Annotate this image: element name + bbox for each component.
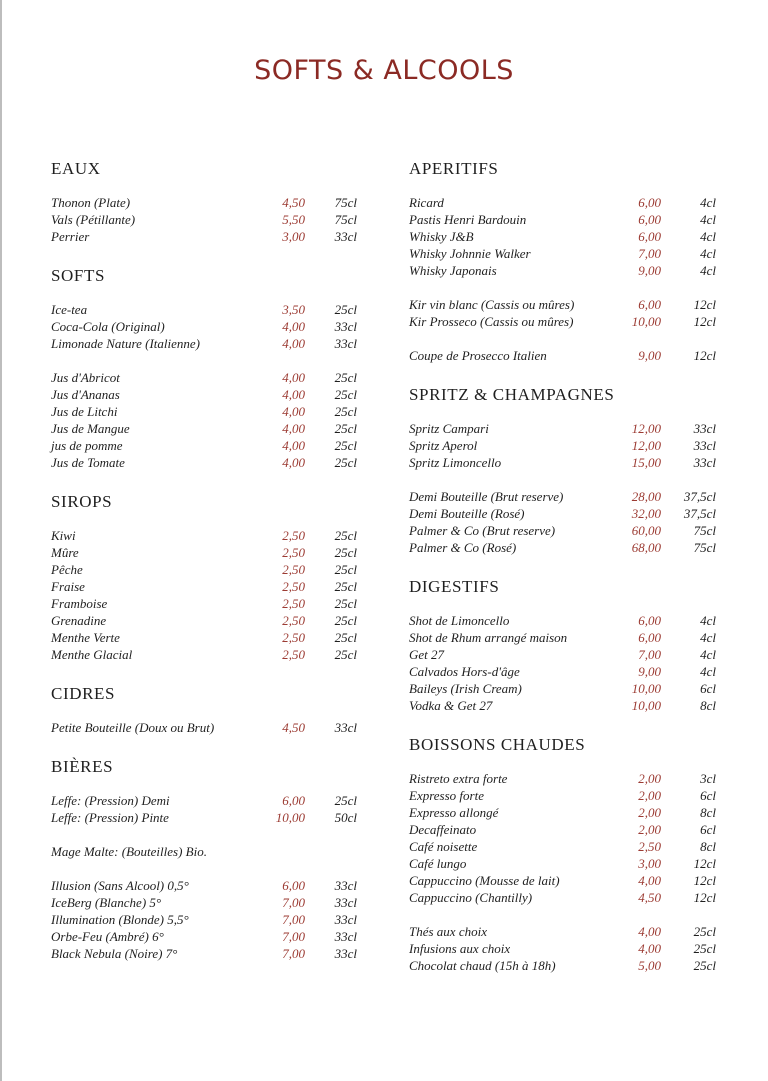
item-volume: 4cl [700,647,716,662]
menu-item [51,719,363,736]
item-price: 4,00 [638,924,661,939]
menu-item [409,437,719,454]
item-name: Illusion (Sans Alcool) 0,5° [51,878,189,893]
item-price: 2,50 [282,630,305,645]
item-volume: 4cl [700,630,716,645]
item-name: Infusions aux choix [409,941,511,956]
menu-item [409,228,719,245]
item-name: Perrier [51,229,90,244]
menu-item [409,940,719,957]
item-volume: 25cl [693,958,716,973]
item-volume: 25cl [334,387,357,402]
menu-item [51,877,363,894]
item-price: 15,00 [631,455,661,470]
menu-section-boissons-chaudes [409,734,719,974]
item-price: 4,00 [282,455,305,470]
item-name: IceBerg (Blanche) 5° [51,895,162,910]
menu-item [51,386,363,403]
item-name: Kir Prosseco (Cassis ou mûres) [409,314,574,329]
item-name: Leffe: (Pression) Demi [51,793,170,808]
item-name: Expresso allongé [409,805,499,820]
item-volume: 25cl [693,924,716,939]
item-name: Shot de Limoncello [409,613,510,628]
item-price: 4,00 [282,336,305,351]
item-volume: 12cl [693,873,716,888]
menu-item [409,420,719,437]
item-volume: 25cl [334,562,357,577]
section-title: BOISSONS CHAUDES [409,735,586,754]
menu-section-cidres [51,683,363,736]
item-price: 28,00 [631,489,661,504]
menu-item [409,838,719,855]
item-price: 4,00 [282,421,305,436]
item-volume: 37,5cl [683,489,716,504]
item-name: Jus d'Abricot [51,370,120,385]
item-volume: 8cl [700,839,716,854]
menu-item [51,420,363,437]
item-volume: 12cl [693,856,716,871]
item-volume: 25cl [334,528,357,543]
item-name: Orbe-Feu (Ambré) 6° [51,929,164,944]
section-title: SIROPS [51,492,113,511]
item-volume: 4cl [700,664,716,679]
menu-section-sirops [51,491,363,663]
menu-section-aperitifs [409,158,719,364]
item-volume: 25cl [334,596,357,611]
menu-item [51,211,363,228]
menu-item [409,262,719,279]
item-price: 12,00 [631,438,661,453]
menu-item [409,347,719,364]
item-volume: 25cl [334,579,357,594]
item-volume: 75cl [693,523,716,538]
item-price: 5,00 [638,958,661,973]
menu-item [409,539,719,556]
item-volume: 33cl [334,319,357,334]
item-volume: 33cl [334,946,357,961]
item-name: Shot de Rhum arrangé maison [409,630,568,645]
menu-section-softs [51,265,363,471]
menu-item [409,245,719,262]
item-volume: 12cl [693,314,716,329]
item-volume: 25cl [334,438,357,453]
item-price: 32,00 [631,506,661,521]
item-volume: 8cl [700,805,716,820]
item-name: Menthe Glacial [51,647,133,662]
menu-item [51,527,363,544]
menu-section-eaux [51,158,363,245]
item-price: 9,00 [638,263,661,278]
item-name: jus de pomme [51,438,123,453]
menu-item [409,454,719,471]
item-price: 3,50 [282,302,305,317]
section-title: BIÈRES [51,757,114,776]
item-name: Illumination (Blonde) 5,5° [51,912,189,927]
item-volume: 75cl [334,212,357,227]
item-price: 2,50 [282,528,305,543]
item-name: Thés aux choix [409,924,487,939]
menu-item [51,792,363,809]
item-name: Mûre [51,545,79,560]
item-price: 5,50 [282,212,305,227]
item-name: Expresso forte [409,788,484,803]
item-price: 7,00 [282,929,305,944]
item-name: Whisky J&B [409,229,474,244]
item-volume: 4cl [700,212,716,227]
item-name: Cappuccino (Mousse de lait) [409,873,560,888]
item-volume: 8cl [700,698,716,713]
item-name: Demi Bouteille (Brut reserve) [409,489,564,504]
menu-item [409,804,719,821]
item-price: 4,00 [638,873,661,888]
item-name: Coupe de Prosecco Italien [409,348,547,363]
menu-item [51,612,363,629]
item-name: Leffe: (Pression) Pinte [51,810,169,825]
group-spacer [51,826,363,843]
item-name: Fraise [51,579,85,594]
menu-item [51,646,363,663]
item-volume: 6cl [700,788,716,803]
menu-item [409,194,719,211]
item-price: 60,00 [631,523,661,538]
menu-section-spritz-and-champagnes [409,384,719,556]
item-price: 12,00 [631,421,661,436]
item-volume: 33cl [334,878,357,893]
item-volume: 4cl [700,229,716,244]
menu-item [409,629,719,646]
item-price: 9,00 [638,664,661,679]
menu-item [51,194,363,211]
menu-item [409,313,719,330]
menu-item [409,770,719,787]
group-spacer [409,906,719,923]
item-price: 4,50 [282,195,305,210]
menu-item [51,544,363,561]
menu-item [409,957,719,974]
item-price: 6,00 [638,195,661,210]
item-name: Petite Bouteille (Doux ou Brut) [51,720,215,735]
item-name: Baileys (Irish Cream) [409,681,522,696]
item-volume: 6cl [700,681,716,696]
item-price: 7,00 [638,246,661,261]
section-title: EAUX [51,159,101,178]
item-name: Kiwi [51,528,76,543]
item-volume: 4cl [700,195,716,210]
item-price: 3,00 [638,856,661,871]
menu-item [409,211,719,228]
item-price: 68,00 [631,540,661,555]
group-spacer [409,471,719,488]
item-name: Spritz Campari [409,421,489,436]
menu-item [409,697,719,714]
item-volume: 25cl [334,630,357,645]
item-price: 2,50 [282,596,305,611]
menu-item [409,646,719,663]
item-price: 2,50 [282,579,305,594]
menu-item [409,923,719,940]
item-price: 4,00 [638,941,661,956]
menu-item [51,843,363,860]
item-name: Pastis Henri Bardouin [409,212,527,227]
item-price: 4,00 [282,438,305,453]
item-name: Limonade Nature (Italienne) [51,336,200,351]
item-price: 4,00 [282,404,305,419]
item-name: Whisky Johnnie Walker [409,246,531,261]
menu-item [51,335,363,352]
item-name: Café lungo [409,856,467,871]
menu-item [51,318,363,335]
item-volume: 25cl [693,941,716,956]
menu-section-digestifs [409,576,719,714]
item-volume: 75cl [334,195,357,210]
item-name: Palmer & Co (Brut reserve) [409,523,556,538]
item-volume: 4cl [700,613,716,628]
item-name: Thonon (Plate) [51,195,131,210]
item-volume: 33cl [334,912,357,927]
menu-item [409,872,719,889]
menu-item [409,488,719,505]
item-volume: 12cl [693,297,716,312]
item-price: 4,00 [282,387,305,402]
page-title: SOFTS & ALCOOLS [254,55,514,86]
item-name: Chocolat chaud (15h à 18h) [409,958,556,973]
item-price: 2,50 [282,545,305,560]
item-price: 7,00 [282,895,305,910]
menu-item [51,894,363,911]
item-volume: 33cl [693,438,716,453]
section-title: SPRITZ & CHAMPAGNES [409,385,615,404]
menu-item [51,629,363,646]
item-price: 4,00 [282,370,305,385]
menu-item [409,855,719,872]
item-volume: 25cl [334,421,357,436]
item-volume: 33cl [693,455,716,470]
item-name: Vals (Pétillante) [51,212,136,227]
item-name: Decaffeinato [409,822,477,837]
item-price: 6,00 [638,613,661,628]
item-price: 6,00 [282,878,305,893]
item-volume: 3cl [700,771,716,786]
group-spacer [409,279,719,296]
item-name: Coca-Cola (Original) [51,319,165,334]
item-name: Ristreto extra forte [409,771,508,786]
item-volume: 25cl [334,455,357,470]
item-price: 2,00 [638,771,661,786]
item-volume: 12cl [693,348,716,363]
item-name: Black Nebula (Noire) 7° [51,946,178,961]
item-price: 7,00 [638,647,661,662]
menu-item [51,369,363,386]
item-volume: 25cl [334,647,357,662]
item-name: Jus de Mangue [51,421,130,436]
item-volume: 37,5cl [683,506,716,521]
item-volume: 33cl [334,720,357,735]
menu-item [51,561,363,578]
item-price: 10,00 [275,810,305,825]
right-column [409,158,719,994]
item-price: 9,00 [638,348,661,363]
item-volume: 25cl [334,370,357,385]
menu-item [409,505,719,522]
menu-item [409,889,719,906]
item-price: 2,00 [638,822,661,837]
item-name: Spritz Limoncello [409,455,502,470]
item-volume: 75cl [693,540,716,555]
section-title: DIGESTIFS [409,577,500,596]
item-name: Whisky Japonais [409,263,497,278]
group-spacer [409,330,719,347]
item-price: 2,00 [638,788,661,803]
item-name: Kir vin blanc (Cassis ou mûres) [409,297,575,312]
page-left-border [0,0,2,1081]
item-volume: 50cl [334,810,357,825]
menu-item [409,663,719,680]
menu-section-bieres [51,756,363,962]
item-price: 7,00 [282,912,305,927]
item-price: 6,00 [638,630,661,645]
menu-item [51,945,363,962]
item-volume: 25cl [334,302,357,317]
item-volume: 33cl [334,336,357,351]
item-name: Get 27 [409,647,445,662]
item-name: Spritz Aperol [409,438,478,453]
item-name: Menthe Verte [51,630,120,645]
item-name: Vodka & Get 27 [409,698,493,713]
item-volume: 33cl [693,421,716,436]
item-price: 4,00 [282,319,305,334]
menu-item [51,228,363,245]
menu-item [51,454,363,471]
item-price: 6,00 [638,212,661,227]
item-name: Jus de Litchi [51,404,118,419]
menu-item [51,301,363,318]
group-spacer [51,352,363,369]
item-price: 3,00 [282,229,305,244]
item-price: 2,50 [282,613,305,628]
item-price: 6,00 [638,297,661,312]
item-name: Ice-tea [51,302,88,317]
item-name: Cappuccino (Chantilly) [409,890,533,905]
item-price: 2,50 [282,647,305,662]
menu-item [409,612,719,629]
item-name: Palmer & Co (Rosé) [409,540,517,555]
item-price: 10,00 [631,314,661,329]
item-name: Café noisette [409,839,478,854]
item-price: 10,00 [631,698,661,713]
item-price: 2,50 [282,562,305,577]
menu-item [51,928,363,945]
item-price: 6,00 [282,793,305,808]
item-name: Ricard [409,195,444,210]
section-title: SOFTS [51,266,106,285]
menu-item [51,578,363,595]
item-price: 4,50 [282,720,305,735]
item-volume: 33cl [334,895,357,910]
item-price: 4,50 [638,890,661,905]
item-name: Demi Bouteille (Rosé) [409,506,525,521]
item-name: Framboise [51,596,108,611]
item-volume: 4cl [700,263,716,278]
item-name: Pêche [51,562,83,577]
item-volume: 25cl [334,545,357,560]
menu-item [409,821,719,838]
item-volume: 25cl [334,793,357,808]
item-price: 7,00 [282,946,305,961]
item-volume: 4cl [700,246,716,261]
item-price: 10,00 [631,681,661,696]
group-spacer [51,860,363,877]
item-volume: 6cl [700,822,716,837]
item-name: Jus de Tomate [51,455,125,470]
menu-item [51,809,363,826]
item-price: 2,00 [638,805,661,820]
item-price: 6,00 [638,229,661,244]
menu-item [409,522,719,539]
item-name: Calvados Hors-d'âge [409,664,520,679]
menu-item [51,437,363,454]
item-volume: 25cl [334,613,357,628]
item-price: 2,50 [638,839,661,854]
item-volume: 25cl [334,404,357,419]
menu-item [51,595,363,612]
menu-item [51,911,363,928]
item-volume: 33cl [334,229,357,244]
menu-item [409,680,719,697]
left-column [51,158,363,982]
item-name: Jus d'Ananas [51,387,120,402]
item-volume: 12cl [693,890,716,905]
menu-item [51,403,363,420]
section-title: CIDRES [51,684,116,703]
menu-item [409,787,719,804]
item-name: Mage Malte: (Bouteilles) Bio. [51,844,207,859]
section-title: APERITIFS [409,159,499,178]
menu-item [409,296,719,313]
item-volume: 33cl [334,929,357,944]
item-name: Grenadine [51,613,107,628]
